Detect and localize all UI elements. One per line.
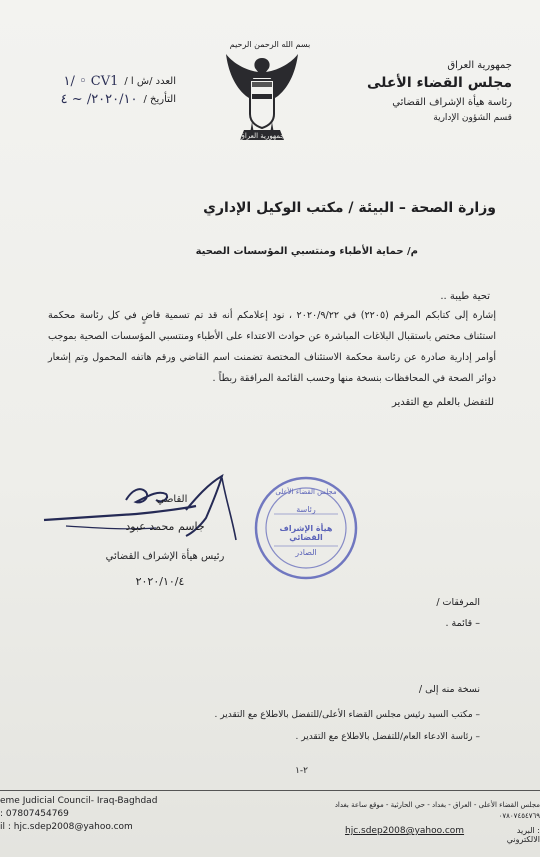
footer-email-label: : البريد الالكتروني bbox=[506, 826, 540, 844]
department-name: قسم الشؤون الإدارية bbox=[433, 113, 512, 123]
footer-phone-ar: ٠٧٨٠٧٤٥٤٧٦٩ bbox=[498, 812, 540, 820]
number-label: العدد /ش ا / bbox=[124, 75, 176, 87]
copies-label: نسخة منه إلى / bbox=[418, 684, 480, 695]
footer-phone-en: : 07807454769 bbox=[0, 809, 69, 819]
presidency-name: رئاسة هيأة الإشراف القضائي bbox=[392, 97, 512, 108]
stamp-line-3: هيأة الإشراف القضائي bbox=[279, 524, 333, 542]
country-name: جمهورية العراق bbox=[447, 60, 512, 71]
footer-divider bbox=[0, 790, 540, 791]
signatory-name: جاسم محمد عبود bbox=[125, 520, 205, 533]
subject-line: م/ حماية الأطباء ومنتسبي المؤسسات الصحية bbox=[195, 246, 418, 257]
signatory-title: القاضي bbox=[156, 494, 188, 505]
emblem-banner-text: جمهورية العراق bbox=[239, 132, 285, 140]
copy-recipient: – رئاسة الادعاء العام/للتفضل بالاطلاع مع التقدير . bbox=[295, 732, 480, 742]
letterhead-right bbox=[332, 60, 512, 123]
bismillah: بسم الله الرحمن الرحيم bbox=[229, 40, 311, 49]
page-number: ٢-١ bbox=[295, 766, 308, 776]
number-value: CV1 ◦ /١ bbox=[63, 73, 119, 89]
recipient-line: وزارة الصحة – البيئة / مكتب الوكيل الإداري bbox=[203, 200, 496, 216]
copy-recipient: – مكتب السيد رئيس مجلس القضاء الأعلى/للتفضل بالاطلاع مع التقدير . bbox=[214, 710, 480, 720]
greeting: تحية طيبة .. bbox=[440, 291, 490, 302]
footer-email-en: il : hjc.sdep2008@yahoo.com bbox=[0, 822, 133, 832]
footer-email-ar: hjc.sdep2008@yahoo.com bbox=[345, 826, 465, 836]
date-label: التأريخ / bbox=[143, 93, 176, 105]
stamp-line-1: مجلس القضاء الأعلى bbox=[275, 488, 337, 496]
council-name: مجلس القضاء الأعلى bbox=[366, 75, 512, 91]
signatory-role: رئيس هيأة الإشراف القضائي bbox=[105, 551, 225, 562]
footer-address-en: eme Judicial Council- Iraq-Baghdad bbox=[0, 796, 158, 806]
footer-contact-en bbox=[0, 795, 270, 834]
letter-body: إشارة إلى كتابكم المرقم (٢٢٠٥) في ٢٠٢٠/٩/٢٢ ، نود إعلامكم أنه قد تم تسمية قاضٍ في كل رئاسة محكمة استئناف مختص باستقبال البلاغات المباشرة عن حوادث الاعتداء على الأطباء ومنتسبي المؤسسات الصحية بموجب أوامر إدارية صادرة عن رئاسة محكمة الاستئناف المختصة تضمنت اسم القاضي ورقم هاتفه المحمول وتم إشعار دوائر الصحة في المحافظات بنسخة منها وحسب القائمة المرافقة ربطاً . bbox=[48, 310, 496, 384]
stamp-line-2: رئاسة bbox=[296, 505, 316, 514]
date-value: ٢٠٢٠/١٠/ ~ ٤ bbox=[60, 91, 138, 107]
signature-date: ٢٠٢٠/١٠/٤ bbox=[135, 575, 185, 588]
attachments-label: المرفقات / bbox=[436, 597, 480, 608]
footer-contact-ar bbox=[290, 800, 540, 822]
attachments-item: – قائمة . bbox=[445, 618, 480, 629]
reference-block bbox=[26, 72, 176, 108]
stamp-line-4: الصادر bbox=[295, 548, 317, 557]
handwritten-signature bbox=[36, 470, 276, 550]
footer-address-ar: مجلس القضاء الأعلى - العراق - بغداد - حي الحارثية - موقع ساعة بغداد bbox=[334, 801, 540, 809]
closing-line: للتفضل بالعلم مع التقدير bbox=[391, 397, 494, 408]
